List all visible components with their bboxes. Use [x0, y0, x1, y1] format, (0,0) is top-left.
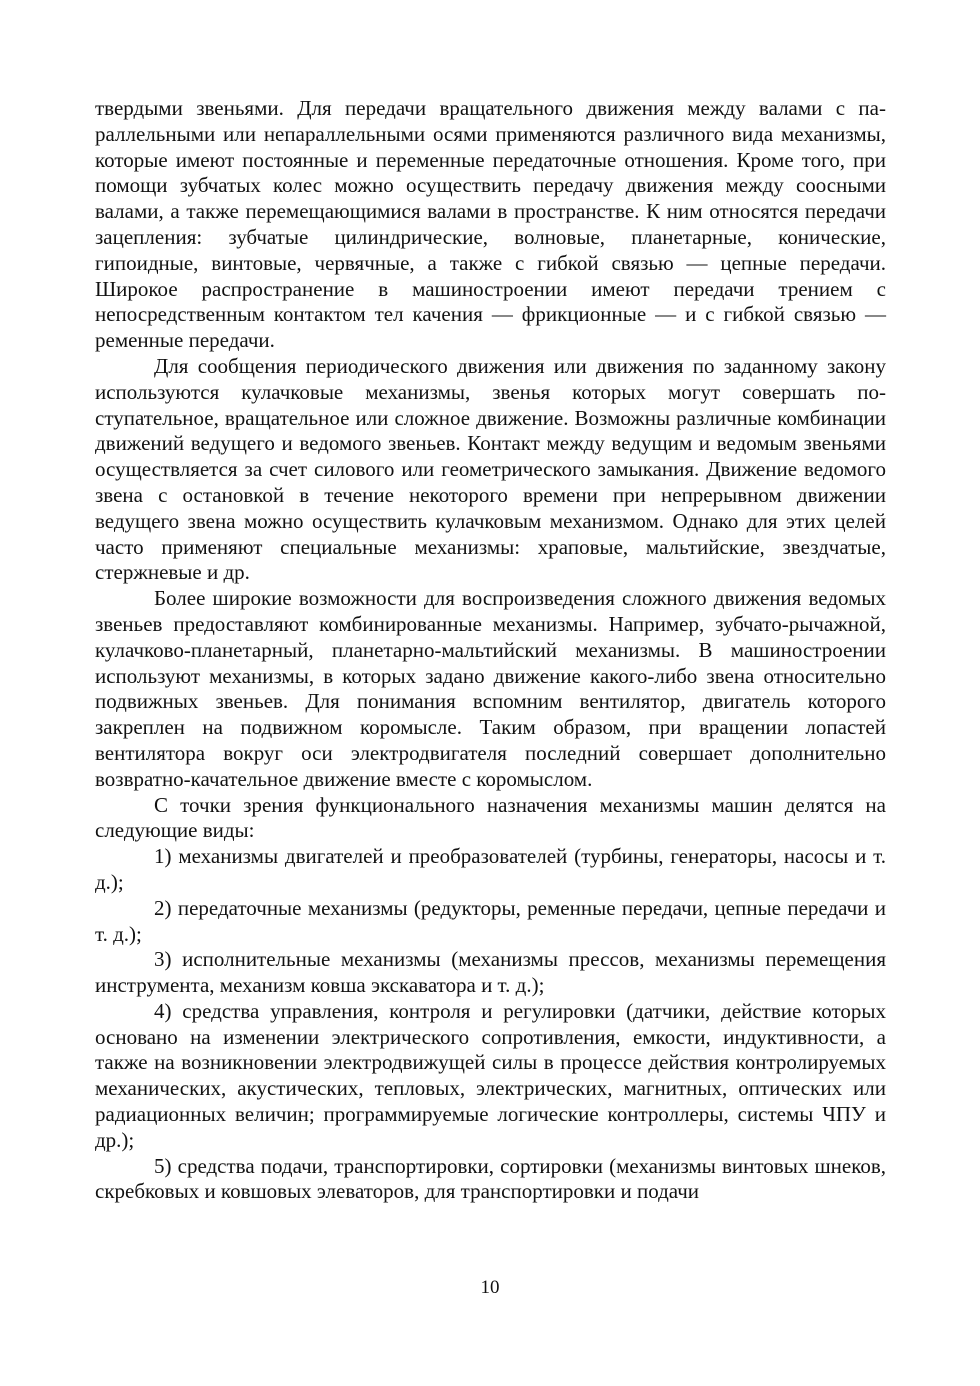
paragraph-combined-mechanisms: Более широкие возможности для воспроизведения сложного движения ведомых звеньев предоставляют комбинированные механизмы. Например, зубчато-рычажной, кулачково-планетарный, планетарно-мальтийский механизмы. В машиностроении используют механизмы, в которых задано движение какого-либо звена относительно подвижных звеньев. Для понимания вспомним вентилятор, двигатель которого закреплен на подвижном коромысле. Таким образом, при вращении лопастей вентилятора вокруг оси электродвигателя последний совершает дополнительно возвратно-качательное движение вместе с коромыслом. — [95, 586, 886, 791]
paragraph-cam-mechanisms: Для сообщения периодического движения или движения по заданному закону используются кулачковые механизмы, звенья которых могут совершать поступательное, вращательное или сложное движение. Возможны различные комбинации движений ведущего и ведомого звеньев. Контакт между ведущим и ведомым звеньями осуществляется за счет силового или геометрического замыкания. Движение ведомого звена с остановкой в течение некоторого времени при непрерывном движении ведущего звена можно осуществить кулачковым механизмом. Однако для этих целей часто применяют специальные механизмы: храповые, мальтийские, звездчатые, стержневые и др. — [95, 353, 886, 585]
list-item-control: 4) средства управления, контроля и регулировки (датчики, действие которых основано на изменении электрического сопротивления, емкости, индуктивности, а также на возникновении электродвижущей силы в процессе действия контролируемых механических, акустических, тепловых, электрических, магнитных, оптических или радиационных величин; программируемые логические контроллеры, системы ЧПУ и др.); — [95, 998, 886, 1152]
list-item-conveying: 5) средства подачи, транспортировки, сортировки (механизмы винтовых шнеков, скребковых и ковшовых элеваторов, для транспортировки и подачи — [95, 1153, 886, 1204]
list-item-transmissions: 2) передаточные механизмы (редукторы, ременные передачи, цепные передачи и т. д.); — [95, 895, 886, 946]
paragraph-classification-intro: С точки зрения функционального назначения механизмы машин делятся на следующие виды: — [95, 792, 886, 843]
paragraph-gear-transmissions: твердыми звеньями. Для передачи вращательного движения между валами с параллельными или непараллельными осями применяются различного вида механизмы, которые имеют постоянные и переменные передаточные отношения. Кроме того, при помощи зубчатых колес можно осуществить передачу движения между соосными валами, а также перемещающимися валами в пространстве. К ним относятся передачи зацепления: зубчатые цилиндрические, волновые, планетарные, конические, гипоидные, винтовые, червячные, а также с гибкой связью — цепные передачи. Широкое распространение в машиностроении имеют передачи трением с непосредственным контактом тел качения — фрикционные — и с гибкой связью — ременные передачи. — [95, 96, 886, 353]
list-item-executive: 3) исполнительные механизмы (механизмы прессов, механизмы перемещения инструмента, механизм ковша экскаватора и т. д.); — [95, 947, 886, 998]
page-body — [95, 96, 886, 1205]
page-number: 10 — [480, 1277, 500, 1298]
list-item-engines: 1) механизмы двигателей и преобразователей (турбины, генераторы, насосы и т. д.); — [95, 844, 886, 894]
